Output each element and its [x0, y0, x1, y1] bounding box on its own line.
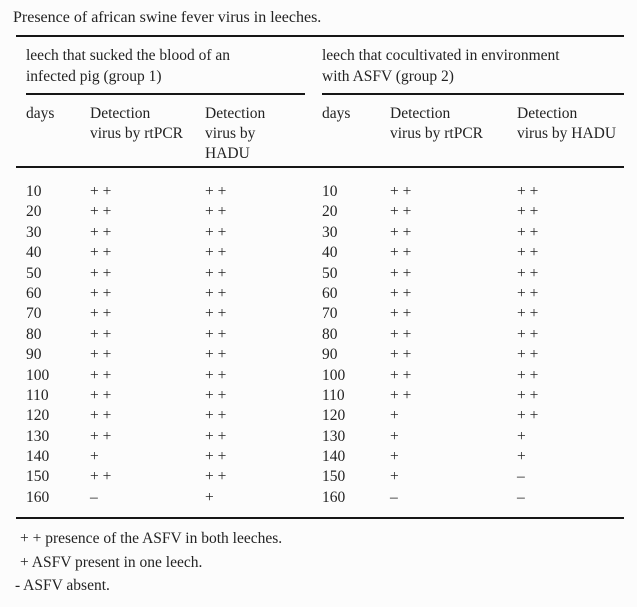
g1-days-cell: 70	[26, 305, 42, 323]
g2-hadu-cell: + +	[517, 244, 539, 262]
g1-days-cell: 30	[26, 223, 42, 241]
g2-hadu-header	[517, 104, 624, 144]
g2-days-header: days	[322, 105, 351, 122]
g2-hadu-header-line1: Detection	[517, 105, 578, 122]
g1-rtpcr-cell: –	[90, 488, 98, 506]
g2-hadu-cell: + +	[517, 264, 539, 282]
table-row	[26, 182, 624, 202]
g1-days-cell: 120	[26, 407, 50, 425]
g1-hadu-cell: + +	[205, 203, 227, 221]
g1-days-cell: 50	[26, 264, 42, 282]
g2-hadu-cell: + +	[517, 407, 539, 425]
column-header-row	[26, 95, 624, 166]
table-row	[26, 264, 624, 284]
group2-header-line2: with ASFV (group 2)	[322, 68, 454, 85]
g2-hadu-cell: + +	[517, 386, 539, 404]
g2-rtpcr-cell: + +	[390, 284, 412, 302]
g1-rtpcr-cell: + +	[90, 407, 112, 425]
g1-rtpcr-cell: + +	[90, 325, 112, 343]
g1-rtpcr-cell: + +	[90, 468, 112, 486]
g1-days-cell: 140	[26, 448, 50, 466]
g2-rtpcr-cell: +	[390, 407, 399, 425]
g1-hadu-header-line1: Detection	[205, 105, 266, 122]
g1-hadu-cell: + +	[205, 427, 227, 445]
g1-hadu-cell: + +	[205, 366, 227, 384]
g1-hadu-header	[205, 104, 322, 164]
g2-hadu-cell: +	[517, 427, 526, 445]
g2-days-cell: 60	[322, 284, 338, 302]
g1-days-cell: 90	[26, 346, 42, 364]
g1-hadu-cell: + +	[205, 183, 227, 200]
g1-days-cell: 150	[26, 468, 50, 486]
g2-hadu-cell: + +	[517, 305, 539, 323]
table-row	[26, 304, 624, 324]
g2-rtpcr-cell: + +	[390, 325, 412, 343]
g2-days-cell: 140	[322, 448, 346, 466]
g1-rtpcr-cell: +	[90, 448, 99, 466]
g2-rtpcr-cell: +	[390, 448, 399, 466]
table-title: Presence of african swine fever virus in leeches.	[13, 9, 322, 26]
group2-header-line1: leech that cocultivated in environment	[322, 47, 560, 64]
table-row	[26, 386, 624, 406]
g2-days-cell: 70	[322, 305, 338, 323]
table-row	[26, 325, 624, 345]
g1-hadu-cell: + +	[205, 468, 227, 486]
table-row	[26, 467, 624, 487]
table-row	[26, 488, 624, 508]
g1-rtpcr-cell: + +	[90, 427, 112, 445]
g1-rtpcr-cell: + +	[90, 203, 112, 221]
table-row	[26, 243, 624, 263]
g1-rtpcr-cell: + +	[90, 305, 112, 323]
g1-hadu-cell: +	[205, 488, 214, 506]
group1-header-line2: infected pig (group 1)	[26, 68, 162, 85]
table-row	[26, 345, 624, 365]
g1-rtpcr-header	[90, 104, 205, 144]
g2-rtpcr-cell: –	[390, 488, 398, 506]
g2-days-cell: 150	[322, 468, 346, 486]
table-row	[26, 202, 624, 222]
g1-days-cell: 10	[26, 183, 42, 200]
g2-rtpcr-cell: +	[390, 468, 399, 486]
g2-hadu-cell: + +	[517, 346, 539, 364]
g1-hadu-cell: + +	[205, 223, 227, 241]
g2-days-cell: 110	[322, 386, 345, 404]
g2-days-cell: 90	[322, 346, 338, 364]
g2-days-cell: 40	[322, 244, 338, 262]
footnotes	[15, 527, 637, 598]
g1-days-cell: 110	[26, 386, 49, 404]
g2-rtpcr-cell: + +	[390, 203, 412, 221]
g2-rtpcr-cell: + +	[390, 264, 412, 282]
table-row	[26, 427, 624, 447]
g2-hadu-cell: + +	[517, 223, 539, 241]
group1-header	[26, 45, 305, 95]
g1-hadu-cell: + +	[205, 284, 227, 302]
g2-hadu-cell: + +	[517, 325, 539, 343]
group-header-row	[26, 37, 624, 95]
g1-hadu-cell: + +	[205, 346, 227, 364]
footnote-plus-plus: + + presence of the ASFV in both leeches.	[20, 530, 283, 548]
g1-hadu-cell: + +	[205, 386, 227, 404]
g1-days-cell: 130	[26, 427, 50, 445]
g1-days-cell: 40	[26, 244, 42, 262]
g1-rtpcr-cell: + +	[90, 183, 112, 200]
g2-hadu-cell: + +	[517, 183, 539, 200]
g2-hadu-cell: + +	[517, 284, 539, 302]
g2-hadu-cell: + +	[517, 203, 539, 221]
g1-rtpcr-header-line2: virus by rtPCR	[90, 125, 184, 142]
g1-days-cell: 100	[26, 366, 50, 384]
group1-header-line1: leech that sucked the blood of an	[26, 47, 231, 64]
g1-hadu-header-line2: virus by	[205, 125, 256, 142]
g1-hadu-cell: + +	[205, 407, 227, 425]
g1-days-cell: 20	[26, 203, 42, 221]
g1-hadu-cell: + +	[205, 305, 227, 323]
g2-hadu-cell: –	[517, 488, 525, 506]
g2-rtpcr-header-line2: virus by rtPCR	[390, 125, 484, 142]
table-row	[26, 284, 624, 304]
footnote-plus: + ASFV present in one leech.	[20, 553, 203, 571]
g2-days-cell: 120	[322, 407, 346, 425]
g1-days-cell: 60	[26, 284, 42, 302]
g1-rtpcr-cell: + +	[90, 284, 112, 302]
g2-rtpcr-cell: + +	[390, 305, 412, 323]
g2-rtpcr-cell: + +	[390, 183, 412, 200]
g2-rtpcr-cell: + +	[390, 223, 412, 241]
group2-header	[322, 45, 624, 95]
g2-hadu-cell: + +	[517, 366, 539, 384]
g1-days-header: days	[26, 105, 55, 122]
g1-hadu-cell: + +	[205, 448, 227, 466]
g2-rtpcr-cell: + +	[390, 366, 412, 384]
g2-rtpcr-header	[390, 104, 517, 144]
g2-hadu-cell: +	[517, 448, 526, 466]
footnote-minus: - ASFV absent.	[15, 577, 110, 595]
g1-rtpcr-cell: + +	[90, 223, 112, 241]
g2-days-cell: 160	[322, 488, 346, 506]
g1-hadu-header-line3: HADU	[205, 145, 250, 162]
table-row	[26, 447, 624, 467]
table-body	[26, 168, 624, 517]
g2-days-cell: 50	[322, 264, 338, 282]
g1-days-cell: 160	[26, 488, 50, 506]
g1-hadu-cell: + +	[205, 244, 227, 262]
g1-rtpcr-cell: + +	[90, 244, 112, 262]
table-row	[26, 366, 624, 386]
g2-days-cell: 20	[322, 203, 338, 221]
g2-days-cell: 100	[322, 366, 346, 384]
g2-rtpcr-header-line1: Detection	[390, 105, 451, 122]
g2-days-cell: 10	[322, 183, 338, 200]
g1-hadu-cell: + +	[205, 325, 227, 343]
g1-rtpcr-cell: + +	[90, 366, 112, 384]
g1-rtpcr-cell: + +	[90, 264, 112, 282]
table-bottom-rule	[16, 517, 624, 519]
g2-rtpcr-cell: + +	[390, 346, 412, 364]
g1-rtpcr-cell: + +	[90, 386, 112, 404]
g2-days-cell: 130	[322, 427, 346, 445]
g2-hadu-cell: –	[517, 468, 525, 486]
g2-rtpcr-cell: +	[390, 427, 399, 445]
g2-days-cell: 80	[322, 325, 338, 343]
g1-days-cell: 80	[26, 325, 42, 343]
g2-hadu-header-line2: virus by HADU	[517, 125, 617, 142]
g1-rtpcr-cell: + +	[90, 346, 112, 364]
table-row	[26, 406, 624, 426]
g1-hadu-cell: + +	[205, 264, 227, 282]
g2-rtpcr-cell: + +	[390, 244, 412, 262]
g1-rtpcr-header-line1: Detection	[90, 105, 151, 122]
g2-days-cell: 30	[322, 223, 338, 241]
g2-rtpcr-cell: + +	[390, 386, 412, 404]
table-row	[26, 223, 624, 243]
